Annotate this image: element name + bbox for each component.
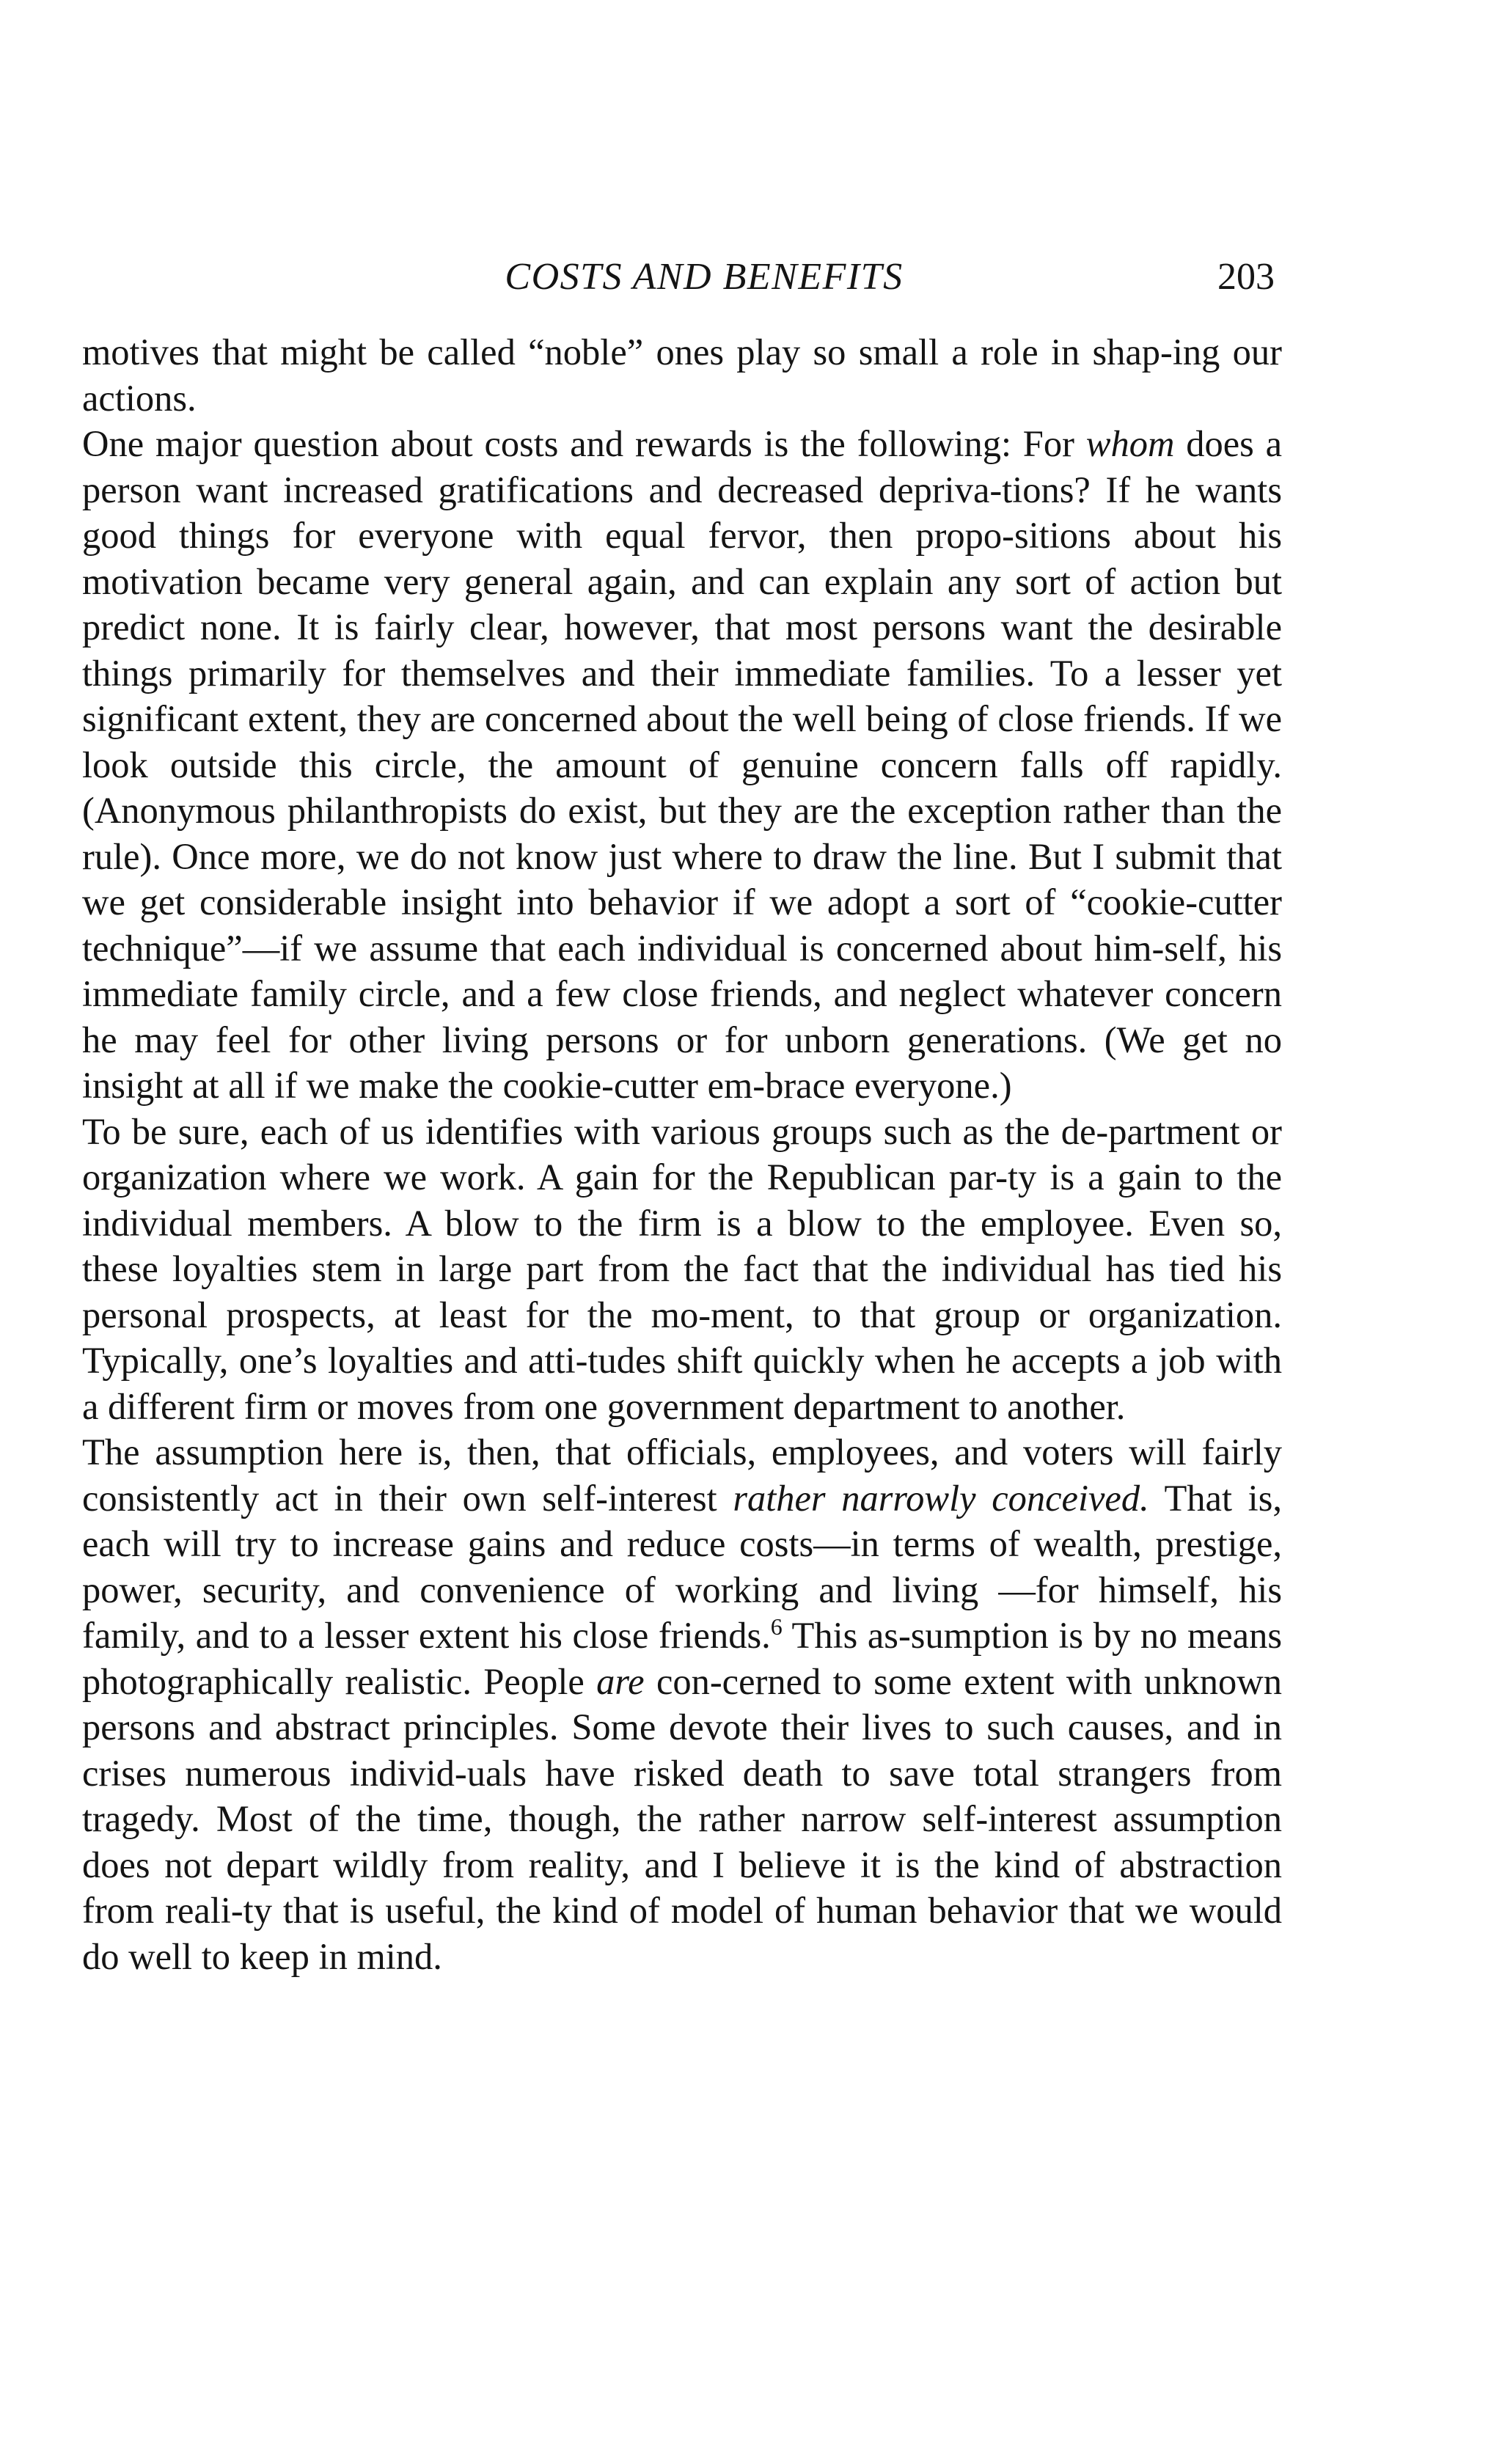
paragraph-2 [82,421,1282,1109]
paragraph-4-text-d: con-cerned to some extent with unknown persons and abstract principles. Some devote their lives to such causes, and in crises numerous individ-uals have risked death to save total strangers from tragedy. Most of the time, though, the rather narrow self-interest assumption does not depart wildly from reality, and I believe it is the kind of abstraction from reali-ty that is useful, the kind of model of human behavior that we would do well to keep in mind. [82,1660,1282,1977]
running-head: COSTS AND BENEFITS [505,256,904,298]
emphasis-whom: whom [1085,423,1175,464]
page-header [82,248,1282,307]
emphasis-rather-narrowly: rather narrowly conceived. [733,1477,1149,1519]
paragraph-3: To be sure, each of us identifies with various groups such as the de-partment or organization where we work. A gain for the Republican par-ty is a gain to the individual members. A blow to the firm is a blow to the employee. Even so, these loyalties stem in large part from the fact that the individual has tied his personal prospects, at least for the mo-ment, to that group or organization. Typically, one’s loyalties and atti-tudes shift quickly when he accepts a job with a different firm or moves from one government department to another. [82,1110,1282,1427]
body-text [82,329,1282,1979]
footnote-marker: 6 [770,1613,783,1640]
emphasis-are: are [596,1660,645,1702]
paragraph-2-text-a: One major question about costs and rewards is the following: For [82,423,1086,464]
paragraph-4-text-b: That is, each will try to increase gains and reduce costs—in terms of wealth, prestige, power, security, and convenience of working and living —for himself, his family, and to a lesser extent his close friends. [82,1477,1282,1656]
paragraph-2-text-b: does a person want increased gratifications and decreased depriva-tions? If he wants good things for everyone with equal fervor, then propo-sitions about his motivation became very general again, and can explain any sort of action but predict none. It is fairly clear, however, that most persons want the desirable things primarily for themselves and their immediate families. To a lesser yet significant extent, they are concerned about the well being of close friends. If we look outside this circle, the amount of genuine concern falls off rapidly. (Anonymous philanthropists do exist, but they are the exception rather than the rule). Once more, we do not know just where to draw the line. But I submit that we get considerable insight into behavior if we adopt a sort of “cookie-cutter technique”—if we assume that each individual is concerned about him-self, his immediate family circle, and a few close friends, and neglect whatever concern he may feel for other living persons or for unborn generations. (We get no insight at all if we make the cookie-cutter em-brace everyone.) [82,423,1283,1106]
paragraph-4-text-a: The assumption here is, then, that officials, employees, and voters will fairly consistently act in their own self-interest [82,1431,1282,1519]
paragraph-4 [82,1429,1282,1979]
paragraph-4-text-c: This as-sumption is by no means photographically realistic. People [82,1615,1282,1702]
paragraph-1: motives that might be called “noble” ones play so small a role in shap-ing our actions. [82,331,1282,419]
page-number: 203 [1217,256,1275,298]
